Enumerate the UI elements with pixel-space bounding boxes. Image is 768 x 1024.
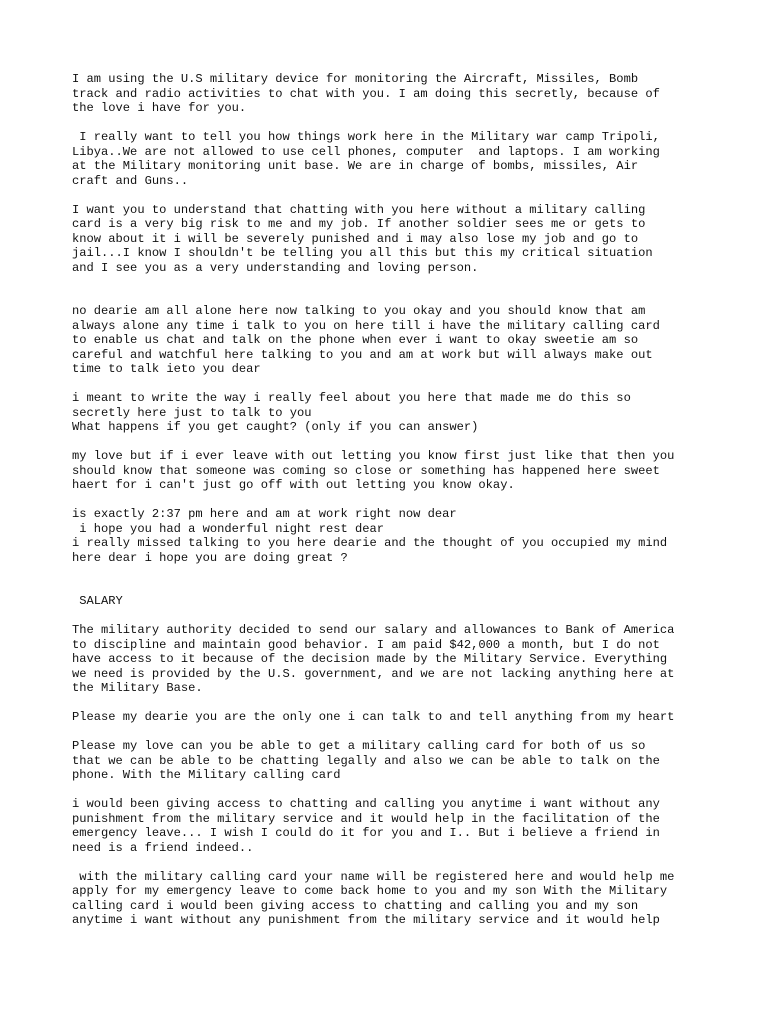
- text-line: Please my love can you be able to get a military calling card for both of us so: [72, 739, 646, 753]
- text-line: The military authority decided to send our salary and allowances to Bank of America: [72, 623, 675, 637]
- text-line: What happens if you get caught? (only if you can answer): [72, 420, 479, 434]
- text-line: we need is provided by the U.S. government, and we are not lacking anything here at: [72, 666, 675, 681]
- text-line: my love but if i ever leave with out letting you know first just like that then you: [72, 449, 675, 463]
- text-line: to discipline and maintain good behavior. I am paid $42,000 a month, but I do not: [72, 637, 660, 652]
- paragraph: [72, 594, 712, 609]
- paragraph: [72, 870, 712, 928]
- text-line: and I see you as a very understanding and loving person.: [72, 260, 479, 275]
- text-line: I want you to understand that chatting with you here without a military calling: [72, 202, 646, 217]
- text-line: secretly here just to talk to you: [72, 405, 312, 420]
- paragraph: [72, 797, 712, 855]
- text-line: emergency leave... I wish I could do it for you and I.. But i believe a friend in: [72, 826, 660, 840]
- text-line: time to talk ieto you dear: [72, 362, 261, 376]
- document-body: [72, 72, 712, 928]
- paragraph: [72, 304, 712, 377]
- text-line: Libya..We are not allowed to use cell phones, computer and laptops. I am working: [72, 144, 660, 159]
- text-line: SALARY: [72, 594, 123, 608]
- text-line: i meant to write the way i really feel about you here that made me do this so: [72, 391, 631, 405]
- text-line: is exactly 2:37 pm here and am at work right now dear: [72, 507, 457, 521]
- text-line: always alone any time i talk to you on here till i have the military calling card: [72, 318, 660, 333]
- text-line: track and radio activities to chat with you. I am doing this secretly, because of: [72, 86, 660, 101]
- text-line: i would been giving access to chatting and calling you anytime i want without any: [72, 797, 660, 811]
- paragraph: [72, 203, 712, 276]
- text-line: the love i have for you.: [72, 101, 247, 115]
- text-line: that we can be able to be chatting legally and also we can be able to talk on the: [72, 753, 660, 768]
- text-line: know about it i will be severely punished and i may also lose my job and go to: [72, 231, 639, 246]
- text-line: card is a very big risk to me and my job. If another soldier sees me or gets to: [72, 217, 646, 231]
- text-line: with the military calling card your name will be registered here and would help me: [72, 869, 675, 884]
- paragraph: [72, 449, 712, 493]
- paragraph: [72, 507, 712, 565]
- text-line: anytime i want without any punishment from the military service and it would help: [72, 913, 660, 927]
- paragraph: [72, 710, 712, 725]
- text-line: the Military Base.: [72, 681, 203, 695]
- text-line: at the Military monitoring unit base. We are in charge of bombs, missiles, Air: [72, 159, 639, 173]
- text-line: have access to it because of the decision made by the Military Service. Everything: [72, 652, 668, 666]
- text-line: no dearie am all alone here now talking to you okay and you should know that am: [72, 304, 646, 318]
- text-line: haert for i can't just go off with out letting you know okay.: [72, 478, 515, 492]
- paragraph: [72, 623, 712, 696]
- text-line: Please my dearie you are the only one i can talk to and tell anything from my heart: [72, 710, 675, 724]
- text-line: i really missed talking to you here dearie and the thought of you occupied my mind: [72, 536, 668, 550]
- text-line: I am using the U.S military device for monitoring the Aircraft, Missiles, Bomb: [72, 72, 639, 86]
- text-line: punishment from the military service and it would help in the facilitation of the: [72, 811, 660, 826]
- text-line: here dear i hope you are doing great ?: [72, 550, 348, 565]
- text-line: calling card i would been giving access to chatting and calling you and my son: [72, 898, 639, 913]
- text-line: i hope you had a wonderful night rest dear: [72, 521, 385, 536]
- text-line: apply for my emergency leave to come back home to you and my son With the Military: [72, 884, 668, 898]
- text-line: phone. With the Military calling card: [72, 768, 341, 782]
- text-line: careful and watchful here talking to you and am at work but will always make out: [72, 347, 653, 362]
- text-line: need is a friend indeed..: [72, 840, 254, 855]
- paragraph: [72, 72, 712, 116]
- text-line: craft and Guns..: [72, 173, 189, 188]
- paragraph: [72, 739, 712, 783]
- text-line: to enable us chat and talk on the phone when ever i want to okay sweetie am so: [72, 333, 639, 347]
- text-line: jail...I know I shouldn't be telling you all this but this my critical situation: [72, 246, 653, 260]
- paragraph: [72, 130, 712, 188]
- paragraph: [72, 391, 712, 435]
- text-line: I really want to tell you how things work here in the Military war camp Tripoli,: [72, 130, 660, 144]
- text-line: should know that someone was coming so close or something has happened here sweet: [72, 463, 660, 478]
- document-page: [72, 72, 712, 928]
